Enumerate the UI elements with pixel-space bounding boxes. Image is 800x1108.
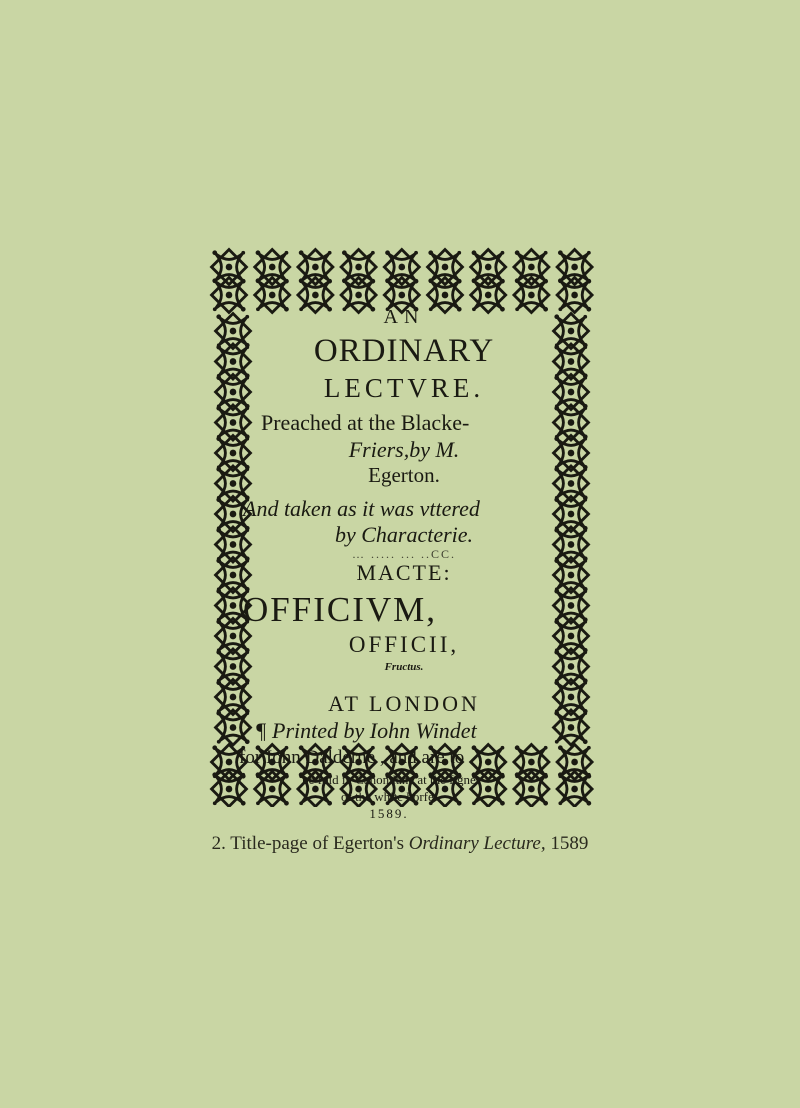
caption-number: 2. [211, 833, 226, 854]
title-lecture: LECTVRE. [323, 373, 485, 403]
motto-officium: OFFICIVM, [243, 590, 438, 629]
caption-prefix: Title-page of Egerton's [230, 833, 404, 854]
title-page-plate [207, 247, 597, 821]
title-text-block [239, 306, 529, 821]
figure-caption [0, 833, 800, 855]
line-characterie: by Characterie. [334, 522, 474, 547]
imprint-year: 1589. [369, 806, 409, 821]
flower-ornament [212, 772, 247, 807]
title-ordinary: ORDINARY [313, 333, 495, 369]
line-taken: And taken as it was vttered [243, 496, 480, 521]
line-egerton: Egerton. [368, 463, 440, 487]
caption-year: 1589 [550, 833, 589, 854]
imprint-bookseller: for Iohn Dalderne , and are to [239, 747, 465, 768]
flower-ornament [557, 772, 592, 807]
imprint-london: AT LONDON [328, 691, 480, 716]
line-friers: Friers,by M. [348, 437, 460, 462]
handwritten-note: … ..... ... ..CC. [351, 547, 456, 561]
motto-officii: OFFICII, [348, 632, 460, 657]
title-an: AN [383, 306, 425, 328]
imprint-printer: ¶ Printed by Iohn Windet [255, 718, 477, 743]
caption-title: Ordinary Lecture, [408, 833, 546, 854]
motto-fructus: Fructus. [384, 661, 424, 673]
motto-macte: MACTE: [356, 560, 452, 585]
imprint-sold-at: be fold in Canon lane at the figne [302, 772, 476, 787]
imprint-sign: of the white horfe. [340, 789, 438, 804]
line-preached: Preached at the Blacke- [261, 410, 470, 435]
